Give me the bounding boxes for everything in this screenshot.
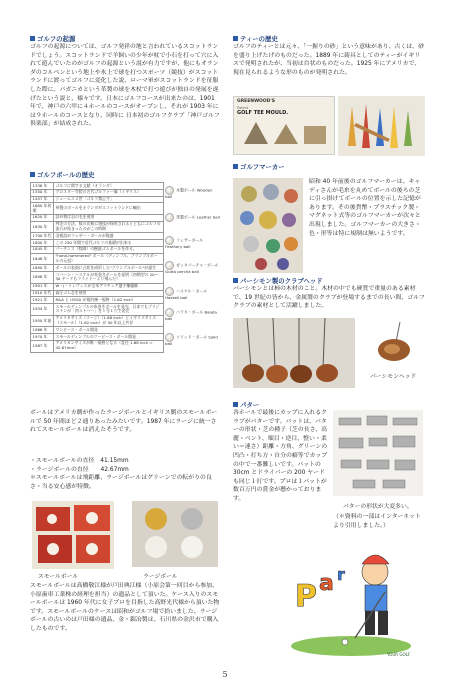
persimmon-body: パーシモンとは柿の木材のこと。木材の中でも硬質で重量のある素材で、19 世紀の皆から、金属製のクラブが登場するまでの長い間、ゴルフクラブの素材として活躍しました。 [233, 286, 425, 310]
cartoon-letter-a: a [319, 571, 334, 596]
persimmon-head-image [370, 322, 422, 364]
marker-heading [233, 162, 285, 171]
persimmon-heading [233, 276, 323, 285]
event-cell: 判定の方法、数の比較に遊技が採用されるとともにゴルフの流行が始まったのがこの時期 [53, 221, 163, 233]
ball-type-cell [163, 203, 222, 233]
cartoon-letter-p: P [295, 579, 317, 614]
origin-body: ゴルフの起源については、ゴルフ発祥の地と言われているスコットランドでしょう。スコットランドで羊飼いの少年が杖で小石を打って穴に入れて遊んでいたのがゴルフの起源という説が有力ですが、他にもオランダのコルベンという地上や氷上で球を打つスポーツ（競技）がスコットランドに渡ってゴルフに変化した説、ローマ軍がスコットランドを征服した際に、パガニカという革製の球を木杖で打つ遊びが独自の発展を遂げたという説と、様々です。日本にゴルフコースが出来たのは、1901 年で、神戸の六甲に４ホールのコースがオープンし、それが 1903 年には９ホールのコースとなり、同時に 日本初のゴルフクラブ「神戸ゴルフ倶楽部」が結成された。 [30, 44, 220, 128]
year-cell: 1700 年代 [31, 233, 54, 240]
table-row [31, 233, 223, 240]
heading-square-icon [30, 36, 35, 41]
event-cell: スモールディンプルのツーピース・ボール開発 [53, 334, 163, 341]
list-item: ・スモールボールの直径 41.15mm [30, 458, 129, 464]
ball-type-cell [163, 233, 222, 253]
year-cell: 1630 年 [31, 221, 54, 233]
large-ball-image [132, 501, 218, 567]
year-cell: 1934 年 [31, 304, 54, 316]
year-cell: 1338 年 [31, 183, 54, 190]
golf-markers-image [233, 178, 303, 273]
marker-photo [233, 178, 303, 273]
putters-photo [333, 410, 423, 496]
list-item: ・ラージボールの直径 42.67mm [30, 466, 129, 473]
poster-patent: Patent [237, 106, 249, 110]
event-cell: 羽根詰めフェザー・ボールが隆盛 [53, 233, 163, 240]
event-cell: 革製のボールをオランダがスコットランドに輸出 [53, 203, 163, 215]
cartoon-letter-r: r [337, 565, 345, 584]
ball-type-cell [163, 304, 222, 327]
event-cell: パーチンス（牧師）の樹液ゴムボールを作る。 [53, 246, 163, 253]
ball-text-1: ボールはアメリカ側が作ったラージボールとイギリス側のスモールボールで 50 年間ほど２通りあったみたいです。1987 年にラージに統一されてスモールボールは消えたそうです。 [30, 410, 218, 434]
year-cell: 1966 年 [31, 327, 54, 334]
event-cell: ボールの表面に凸状を成形した"ブランブルボール"が誕生 [53, 265, 163, 272]
cartoon-brand: YOUR GOLF [387, 652, 411, 657]
ball-history-title: ゴルフボールの歴史 [37, 171, 95, 179]
origin-heading [30, 34, 75, 43]
ball-icon [165, 213, 174, 222]
persimmon-head-photo [370, 322, 422, 364]
event-cell: "hand-hammered" ボール（ディンプル、ブランブルボールの元祖） [53, 253, 163, 265]
persimmon-clubs-photo [233, 318, 355, 388]
year-cell: 1890 年 [31, 265, 54, 272]
year-cell: 1898 年 [31, 272, 54, 284]
tee-heading [233, 34, 278, 43]
ball-type-label: ハスケル・ボール Haskell ball [165, 288, 207, 300]
golf-cartoon [285, 542, 417, 660]
ball-type-label: バラタ・ボール Balata ball [165, 309, 217, 322]
event-cell: アメリカサイズ（ラージ）（1.68 inch）とイギリスサイズ（スモール）（1.62 inch）が 50 年以上共存 [53, 315, 163, 327]
table-row [31, 203, 223, 215]
event-cell: ジェームス２世「ゴルフ禁止令」 [53, 196, 163, 203]
year-cell: 1910 年代 [31, 290, 54, 297]
putter-title: パター [240, 401, 260, 409]
year-cell: 1845 年 [31, 246, 54, 253]
event-cell: ゴルフに関する文献（オランダ） [53, 183, 163, 190]
persimmon-title: パーシモン製のクラブヘッド [240, 277, 323, 285]
tee-body: ゴルフのティーとは元々、「一握りの砂」という意味があり、古くは、砂を盛り上げたげのものだった。1889 年に鋳具としてのティーがイギリスで発明されたが、当初は台状のものだった。1925 年にアメリカで、現在見られるような形のものが発明された。 [233, 44, 424, 76]
ball-size-list [30, 457, 222, 491]
ball-type-cell [163, 327, 222, 352]
year-cell: 1620 年 [31, 214, 54, 221]
tee-title: ティーの歴史 [240, 35, 278, 43]
putters-image [333, 410, 423, 496]
origin-title: ゴルフの起源 [37, 35, 76, 43]
large-ball-photo [132, 501, 218, 567]
ball-type-cell [163, 183, 222, 203]
ball-type-cell [163, 283, 222, 303]
heading-square-icon [233, 402, 238, 407]
heading-square-icon [233, 36, 238, 41]
year-cell: 1901 年 [31, 283, 54, 290]
ball-history-table-wrap [30, 182, 222, 408]
year-cell: 1848 年 [31, 253, 54, 265]
ball-type-cell [163, 253, 222, 283]
tee-mould-poster [233, 96, 335, 155]
event-cell: アメリカンサイズが唯一規格となる（直径 1.68 inch = 42.67mm） [53, 340, 163, 352]
heading-square-icon [30, 172, 35, 177]
putter-caption: パターの形状が大変多い。 [343, 504, 413, 510]
event-cell: 詰め物は羽の毛を使用 [53, 214, 163, 221]
cartoon-golfer-image [285, 542, 417, 660]
year-cell: 1600 年初期 [31, 203, 54, 215]
year-cell: 1950 年前 [31, 315, 54, 327]
poster-title: GOLF TEE MOULD. [237, 110, 289, 116]
event-cell: コバーン・ハスケルが糸巻きボールを発明（初期型の 20〜30 ヤードもフライトーより飛んだ） [53, 272, 163, 284]
small-ball-photo [32, 501, 114, 569]
event-cell: ワンピース・ボール開発 [53, 327, 163, 334]
list-item: ＊スモールボールは飛距離、ラージボールはグリーンでの転がりの良さ・当る安心感が特徴。 [30, 475, 212, 490]
large-ball-caption: ラージボール [143, 574, 178, 580]
putter-heading [233, 400, 259, 409]
poster-brand: GREENWOOD'S [237, 99, 276, 104]
small-ball-caption: スモールボール [38, 574, 79, 580]
ball-type-label: ガッタパーチャ・ボール Gutta percha ball [165, 262, 219, 275]
marker-body: 昭和 40 年前後のゴルフマーカーは、キャディさんが毛糸を丸めてボールの後ろの芝に引っ掛けてボールの位置を示した記憶があります。その後貨幣・プラスチック製・マグネット式等のゴルフマーカーが次々と出現しました。ゴルフマーカーの大きさ・色・形等は特に規制は無いようです。 [309, 179, 421, 237]
event-cell: スモールディンプルの糸巻きボールを発売、日本でもブリジストンが「初ストバー」を１号１穴で発売 [53, 304, 163, 316]
event-cell: 高圧ゴム芯を使用 [53, 290, 163, 297]
ball-type-label: 木製ボール Wooden ball [165, 187, 213, 199]
tees-photo [338, 96, 425, 156]
heading-square-icon [233, 278, 238, 283]
year-cell: 1800 年 [31, 240, 54, 247]
source-note: （＊資料の一部はインターネットより引用しました。） [333, 514, 421, 529]
page-number: 5 [222, 670, 228, 679]
putter-body: 各ホールで最後にカップに入れるクラブがパターです。パットは、パターの形状・芝の種子（芝の長さ、高麗・ベント、順目・逆目、整い・柔い＝速さ）距離・方角、グリーンの凹凸・打ち方・自分の癖等でカップの中で一番難しいです。パットの 30cm とドライバーの 200 ヤードも同じ１打です。プロは１パットが数百万円の賞金が懸かっております。 [233, 410, 328, 502]
table-row [31, 253, 223, 265]
small-ball-boxes-image [32, 501, 114, 569]
event-cell: W・J・トレヴィスが全米アマチュア選手権優勝 [53, 283, 163, 290]
ball-history-table [30, 182, 222, 353]
table-row [31, 304, 223, 316]
persimmon-caption: パーシモンヘッド [370, 374, 417, 380]
ball-type-label: ソリッド・ボール Solid ball [165, 334, 218, 346]
table-row [31, 327, 223, 334]
year-cell: 1987 年 [31, 340, 54, 352]
ball-type-label: フェザーボール Feathery ball [165, 237, 204, 250]
persimmon-clubs-image [233, 318, 355, 388]
year-cell: 1921 年 [31, 297, 54, 304]
table-row [31, 183, 223, 190]
heading-square-icon [233, 164, 238, 169]
marker-title: ゴルフマーカー [240, 163, 285, 171]
ball-history-heading [30, 170, 94, 179]
event-cell: この 250 年間で近代ゴルフの基礎が出来る [53, 240, 163, 247]
colored-tees-image [338, 96, 425, 156]
event-cell: グロスター寺院の古代ゴルファー像（イギリス） [53, 189, 163, 196]
year-cell: 1970 年 [31, 334, 54, 341]
table-row [31, 283, 223, 290]
year-cell: 1350 年 [31, 189, 54, 196]
event-cell: R&A と USGA が規約統一規格（1.62 inch） [53, 297, 163, 304]
ball-text-2: スモールボールは高橋敬江様が戸田典江様（小原会第一回目から参加、小原歯車工業株の経理を担当）の遺品として頂いた。ケース入りのスモールボールは 1960 年代に女子プロを目指した高野光代様から頂いた物です。スモールボールのケースは昭和がゴルフ場で拾いました。ラージボールの古いのは戸田様の遺品、金・銀冶製は、石川県の金沢市で購入したものです。 [30, 583, 220, 632]
ball-type-label: 革製ボール Leather ball [176, 214, 220, 220]
tee-mould-drawing [234, 116, 334, 146]
year-cell: 1457 年 [31, 196, 54, 203]
